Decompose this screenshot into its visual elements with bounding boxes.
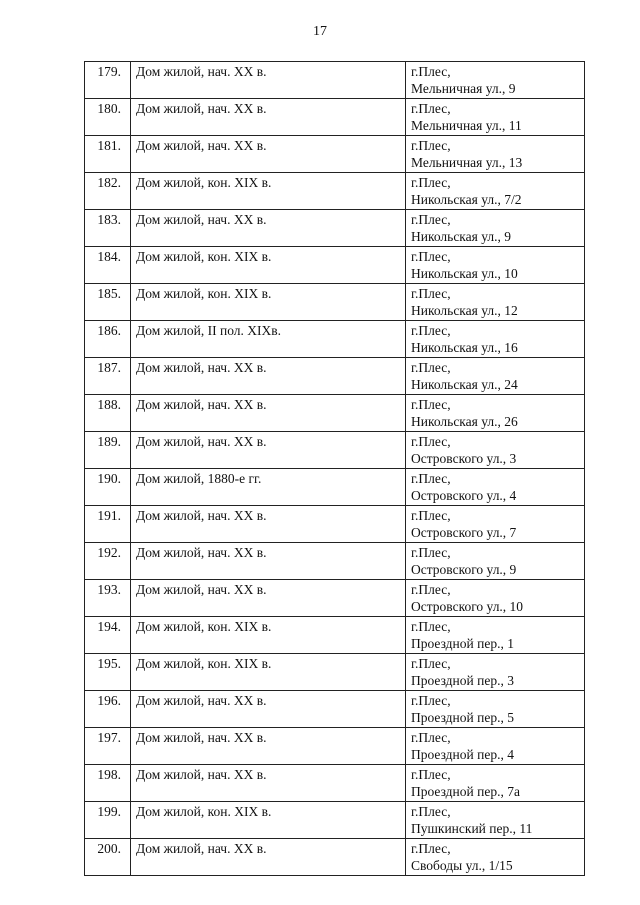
object-name: Дом жилой, кон. XIX в. (131, 247, 406, 284)
object-name: Дом жилой, кон. XIX в. (131, 173, 406, 210)
table-row (85, 506, 585, 543)
address-street: Свободы ул., 1/15 (411, 858, 513, 873)
address-city: г.Плес, (411, 730, 451, 745)
table-row (85, 469, 585, 506)
address-street: Никольская ул., 7/2 (411, 192, 522, 207)
row-number: 194. (85, 617, 131, 654)
row-number: 188. (85, 395, 131, 432)
address-city: г.Плес, (411, 286, 451, 301)
row-number: 183. (85, 210, 131, 247)
table-row (85, 173, 585, 210)
address-city: г.Плес, (411, 656, 451, 671)
address-city: г.Плес, (411, 64, 451, 79)
row-number: 186. (85, 321, 131, 358)
table-row (85, 321, 585, 358)
address-city: г.Плес, (411, 101, 451, 116)
table-row (85, 765, 585, 802)
table-row (85, 802, 585, 839)
object-address (406, 543, 585, 580)
address-street: Проездной пер., 4 (411, 747, 514, 762)
table-row (85, 62, 585, 99)
address-street: Никольская ул., 12 (411, 303, 518, 318)
address-street: Никольская ул., 24 (411, 377, 518, 392)
address-city: г.Плес, (411, 767, 451, 782)
row-number: 179. (85, 62, 131, 99)
object-name: Дом жилой, кон. XIX в. (131, 654, 406, 691)
row-number: 184. (85, 247, 131, 284)
object-address (406, 247, 585, 284)
table-row (85, 395, 585, 432)
object-address (406, 654, 585, 691)
object-address (406, 691, 585, 728)
address-city: г.Плес, (411, 138, 451, 153)
table-row (85, 839, 585, 876)
address-street: Пушкинский пер., 11 (411, 821, 533, 836)
object-name: Дом жилой, 1880-е гг. (131, 469, 406, 506)
object-name: Дом жилой, нач. XX в. (131, 506, 406, 543)
address-city: г.Плес, (411, 249, 451, 264)
address-street: Проездной пер., 5 (411, 710, 514, 725)
address-city: г.Плес, (411, 323, 451, 338)
page-number: 17 (313, 24, 327, 39)
table-row (85, 210, 585, 247)
object-name: Дом жилой, нач. XX в. (131, 395, 406, 432)
address-city: г.Плес, (411, 434, 451, 449)
row-number: 196. (85, 691, 131, 728)
object-address (406, 432, 585, 469)
object-name: Дом жилой, нач. XX в. (131, 543, 406, 580)
object-name: Дом жилой, нач. XX в. (131, 358, 406, 395)
row-number: 192. (85, 543, 131, 580)
address-city: г.Плес, (411, 212, 451, 227)
address-street: Никольская ул., 9 (411, 229, 512, 244)
object-name: Дом жилой, нач. XX в. (131, 99, 406, 136)
address-street: Островского ул., 3 (411, 451, 517, 466)
address-street: Проездной пер., 3 (411, 673, 514, 688)
address-city: г.Плес, (411, 693, 451, 708)
table-row (85, 654, 585, 691)
address-street: Проездной пер., 1 (411, 636, 514, 651)
object-address (406, 358, 585, 395)
object-address (406, 62, 585, 99)
address-street: Островского ул., 4 (411, 488, 517, 503)
table-row (85, 284, 585, 321)
row-number: 190. (85, 469, 131, 506)
object-address (406, 580, 585, 617)
address-city: г.Плес, (411, 619, 451, 634)
object-address (406, 469, 585, 506)
row-number: 181. (85, 136, 131, 173)
address-city: г.Плес, (411, 582, 451, 597)
address-street: Проездной пер., 7а (411, 784, 520, 799)
object-address (406, 136, 585, 173)
table-row (85, 728, 585, 765)
address-street: Мельничная ул., 9 (411, 81, 516, 96)
object-address (406, 173, 585, 210)
object-address (406, 395, 585, 432)
table-row (85, 358, 585, 395)
address-street: Никольская ул., 10 (411, 266, 518, 281)
object-address (406, 728, 585, 765)
object-address (406, 506, 585, 543)
object-address (406, 765, 585, 802)
object-name: Дом жилой, кон. XIX в. (131, 617, 406, 654)
table-row (85, 247, 585, 284)
object-name: Дом жилой, нач. XX в. (131, 839, 406, 876)
row-number: 180. (85, 99, 131, 136)
object-address (406, 839, 585, 876)
address-street: Островского ул., 9 (411, 562, 517, 577)
object-name: Дом жилой, нач. XX в. (131, 432, 406, 469)
row-number: 195. (85, 654, 131, 691)
object-name: Дом жилой, нач. XX в. (131, 728, 406, 765)
object-name: Дом жилой, нач. XX в. (131, 210, 406, 247)
object-address (406, 321, 585, 358)
address-city: г.Плес, (411, 804, 451, 819)
object-name: Дом жилой, нач. XX в. (131, 765, 406, 802)
row-number: 193. (85, 580, 131, 617)
object-name: Дом жилой, II пол. XIXв. (131, 321, 406, 358)
address-street: Мельничная ул., 13 (411, 155, 523, 170)
heritage-objects-table (84, 61, 585, 876)
table-row (85, 99, 585, 136)
address-street: Островского ул., 10 (411, 599, 524, 614)
table-body (85, 62, 585, 876)
object-address (406, 99, 585, 136)
table-row (85, 543, 585, 580)
row-number: 182. (85, 173, 131, 210)
object-name: Дом жилой, нач. XX в. (131, 136, 406, 173)
table-row (85, 691, 585, 728)
row-number: 199. (85, 802, 131, 839)
object-name: Дом жилой, нач. XX в. (131, 580, 406, 617)
row-number: 200. (85, 839, 131, 876)
row-number: 187. (85, 358, 131, 395)
address-street: Мельничная ул., 11 (411, 118, 522, 133)
object-name: Дом жилой, кон. XIX в. (131, 802, 406, 839)
address-street: Никольская ул., 26 (411, 414, 518, 429)
object-name: Дом жилой, нач. XX в. (131, 691, 406, 728)
object-address (406, 210, 585, 247)
address-city: г.Плес, (411, 841, 451, 856)
row-number: 189. (85, 432, 131, 469)
table-row (85, 432, 585, 469)
address-city: г.Плес, (411, 471, 451, 486)
object-address (406, 284, 585, 321)
address-city: г.Плес, (411, 175, 451, 190)
object-name: Дом жилой, кон. XIX в. (131, 284, 406, 321)
address-city: г.Плес, (411, 545, 451, 560)
address-city: г.Плес, (411, 360, 451, 375)
table-row (85, 136, 585, 173)
row-number: 198. (85, 765, 131, 802)
address-street: Никольская ул., 16 (411, 340, 518, 355)
object-address (406, 802, 585, 839)
object-address (406, 617, 585, 654)
table-row (85, 580, 585, 617)
object-name: Дом жилой, нач. XX в. (131, 62, 406, 99)
address-city: г.Плес, (411, 508, 451, 523)
address-city: г.Плес, (411, 397, 451, 412)
row-number: 191. (85, 506, 131, 543)
address-street: Островского ул., 7 (411, 525, 517, 540)
row-number: 185. (85, 284, 131, 321)
row-number: 197. (85, 728, 131, 765)
table-row (85, 617, 585, 654)
